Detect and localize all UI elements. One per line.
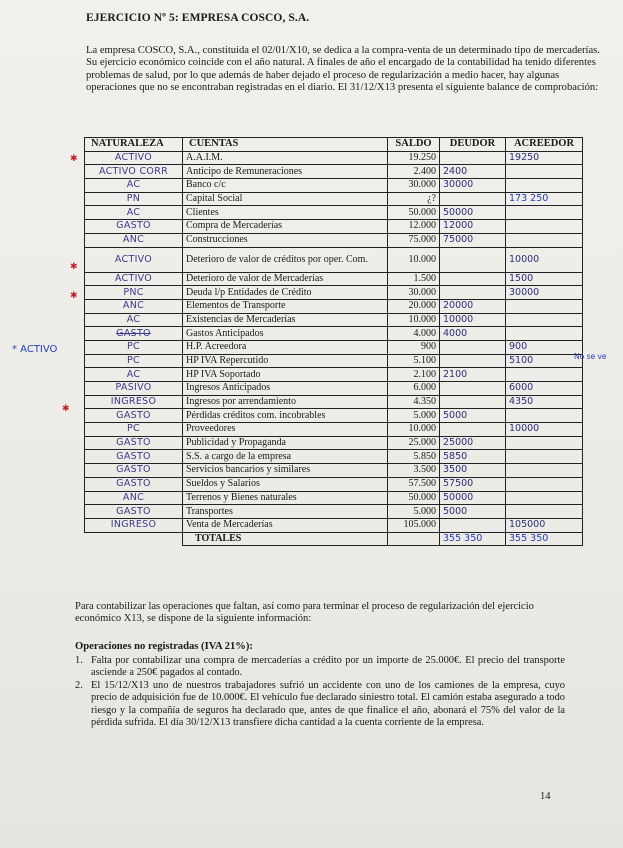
account-cell: Deterioro de valor de Mercaderías	[183, 272, 388, 286]
table-row	[85, 518, 583, 532]
acreedor-cell: 6000	[506, 382, 583, 396]
naturaleza-cell: PNC	[85, 286, 183, 300]
table-row	[85, 395, 583, 409]
deudor-cell: 57500	[440, 477, 506, 491]
acreedor-cell	[506, 436, 583, 450]
acreedor-cell	[506, 165, 583, 179]
acreedor-cell	[506, 409, 583, 423]
naturaleza-cell: GASTO	[85, 220, 183, 234]
naturaleza-cell: GASTO	[85, 450, 183, 464]
acreedor-cell: 1500	[506, 272, 583, 286]
deudor-cell	[440, 192, 506, 206]
deudor-cell: 4000	[440, 327, 506, 341]
deudor-cell	[440, 518, 506, 532]
deudor-cell: 2100	[440, 368, 506, 382]
naturaleza-cell: AC	[85, 206, 183, 220]
intro-paragraph: La empresa COSCO, S.A., constituida el 02/01/X10, se dedica a la compra-venta de un determinado tipo de mercaderías. Su ejercicio económico coincide con el año natural. A finales de año el encargado de la contabilidad ha tenido diferentes problemas de salud, por lo que además de haber dejado el proceso de regularización a medio hacer, hay algunas operaciones que no se encontraban registradas en el diario. El 31/12/X13 presenta el siguiente balance de comprobación:	[86, 45, 600, 94]
saldo-cell: 30.000	[388, 286, 440, 300]
operation-item	[75, 655, 565, 680]
naturaleza-cell: PASIVO	[85, 382, 183, 396]
saldo-cell: 5.000	[388, 505, 440, 519]
account-cell: Deuda l/p Entidades de Crédito	[183, 286, 388, 300]
table-row	[85, 382, 583, 396]
red-star-mark: ✱	[70, 262, 78, 272]
naturaleza-cell: GASTO	[85, 477, 183, 491]
account-cell: Publicidad y Propaganda	[183, 436, 388, 450]
deudor-cell	[440, 340, 506, 354]
account-cell: Anticipo de Remuneraciones	[183, 165, 388, 179]
deudor-cell	[440, 395, 506, 409]
deudor-cell: 20000	[440, 299, 506, 313]
table-row	[85, 436, 583, 450]
account-cell: Clientes	[183, 206, 388, 220]
table-row	[85, 423, 583, 437]
account-cell: Deterioro de valor de créditos por oper. Com.	[183, 247, 388, 272]
account-cell: Compra de Mercaderías	[183, 220, 388, 234]
saldo-cell: 75.000	[388, 233, 440, 247]
acreedor-cell	[506, 505, 583, 519]
account-cell: Terrenos y Bienes naturales	[183, 491, 388, 505]
table-row	[85, 368, 583, 382]
operations-title: Operaciones no registradas (IVA 21%):	[75, 641, 253, 652]
table-row	[85, 477, 583, 491]
account-cell: Elementos de Transporte	[183, 299, 388, 313]
acreedor-cell	[506, 477, 583, 491]
table-header-row	[85, 138, 583, 152]
deudor-cell: 30000	[440, 179, 506, 193]
acreedor-cell	[506, 313, 583, 327]
header-acreedor: ACREEDOR	[506, 138, 583, 152]
total-acreedor: 355 350	[506, 532, 583, 546]
saldo-cell: 5.000	[388, 409, 440, 423]
account-cell: Gastos Anticipados	[183, 327, 388, 341]
table-row	[85, 464, 583, 478]
table-row	[85, 233, 583, 247]
table-row	[85, 327, 583, 341]
table-row	[85, 192, 583, 206]
saldo-cell: 19.250	[388, 151, 440, 165]
saldo-cell: 2.400	[388, 165, 440, 179]
account-cell: Venta de Mercaderías	[183, 518, 388, 532]
table-row	[85, 340, 583, 354]
saldo-cell: 50.000	[388, 206, 440, 220]
saldo-cell: 5.850	[388, 450, 440, 464]
account-cell: A.A.I.M.	[183, 151, 388, 165]
totals-label: TOTALES	[183, 532, 388, 546]
table-row	[85, 151, 583, 165]
deudor-cell: 5000	[440, 409, 506, 423]
account-cell: HP IVA Soportado	[183, 368, 388, 382]
acreedor-cell: 5100	[506, 354, 583, 368]
header-naturaleza: NATURALEZA	[85, 138, 183, 152]
acreedor-cell	[506, 299, 583, 313]
deudor-cell: 5850	[440, 450, 506, 464]
naturaleza-cell: ANC	[85, 233, 183, 247]
account-cell: Servicios bancarios y similares	[183, 464, 388, 478]
operation-number: 2.	[75, 679, 83, 691]
saldo-cell: 50.000	[388, 491, 440, 505]
acreedor-cell	[506, 450, 583, 464]
acreedor-cell: 173 250	[506, 192, 583, 206]
deudor-cell	[440, 382, 506, 396]
saldo-cell: 3.500	[388, 464, 440, 478]
table-row	[85, 179, 583, 193]
deudor-cell	[440, 354, 506, 368]
acreedor-cell: 105000	[506, 518, 583, 532]
table-row	[85, 247, 583, 272]
saldo-cell: 2.100	[388, 368, 440, 382]
operations-list	[75, 655, 565, 729]
margin-note-activo: * ACTIVO	[12, 344, 58, 355]
naturaleza-cell: GASTO	[85, 327, 183, 341]
deudor-cell: 5000	[440, 505, 506, 519]
saldo-cell: 5.100	[388, 354, 440, 368]
instructions-paragraph: Para contabilizar las operaciones que faltan, así como para terminar el proceso de regularización del ejercicio económico X13, se dispone de la siguiente información:	[75, 601, 534, 625]
account-cell: Sueldos y Salarios	[183, 477, 388, 491]
saldo-cell: 12.000	[388, 220, 440, 234]
header-saldo: SALDO	[388, 138, 440, 152]
naturaleza-cell: PC	[85, 423, 183, 437]
page-number: 14	[540, 791, 551, 802]
account-cell: Pérdidas créditos com. incobrables	[183, 409, 388, 423]
naturaleza-cell: INGRESO	[85, 395, 183, 409]
table-row	[85, 299, 583, 313]
saldo-cell: 30.000	[388, 179, 440, 193]
naturaleza-cell: ANC	[85, 491, 183, 505]
account-cell: Ingresos por arrendamiento	[183, 395, 388, 409]
account-cell: Banco c/c	[183, 179, 388, 193]
deudor-cell: 25000	[440, 436, 506, 450]
saldo-cell: 4.000	[388, 327, 440, 341]
operation-text: El 15/12/X13 uno de nuestros trabajadores sufrió un accidente con uno de los camiones de la empresa, cuyo precio de adquisición fue de 10.000€. El vehículo fue declarado siniestro total. El camión estaba asegurado a todo riesgo y la compañía de seguros ha declarado que, antes de que finalice el año, abonará el 75% del valor de la pérdida sufrida. El día 30/12/X13 transfiere dicha cantidad a la cuenta corriente de la empresa.	[91, 679, 565, 729]
naturaleza-cell: AC	[85, 313, 183, 327]
naturaleza-cell: ACTIVO	[85, 272, 183, 286]
account-cell: Ingresos Anticipados	[183, 382, 388, 396]
deudor-cell: 12000	[440, 220, 506, 234]
naturaleza-cell: GASTO	[85, 409, 183, 423]
deudor-cell	[440, 272, 506, 286]
saldo-cell: 1.500	[388, 272, 440, 286]
acreedor-cell	[506, 220, 583, 234]
account-cell: Transportes	[183, 505, 388, 519]
operation-item	[75, 680, 565, 730]
table-row	[85, 491, 583, 505]
table-row	[85, 505, 583, 519]
deudor-cell: 3500	[440, 464, 506, 478]
deudor-cell	[440, 423, 506, 437]
acreedor-cell	[506, 464, 583, 478]
naturaleza-cell: ANC	[85, 299, 183, 313]
naturaleza-cell: ACTIVO CORR	[85, 165, 183, 179]
naturaleza-cell: GASTO	[85, 464, 183, 478]
trial-balance-table	[84, 137, 583, 546]
saldo-cell: ¿?	[388, 192, 440, 206]
account-cell: S.S. a cargo de la empresa	[183, 450, 388, 464]
deudor-cell	[440, 151, 506, 165]
naturaleza-cell: PC	[85, 340, 183, 354]
table-row	[85, 313, 583, 327]
saldo-cell: 6.000	[388, 382, 440, 396]
saldo-cell: 25.000	[388, 436, 440, 450]
acreedor-cell: 10000	[506, 247, 583, 272]
account-cell: H.P. Acreedora	[183, 340, 388, 354]
naturaleza-cell: PC	[85, 354, 183, 368]
acreedor-cell	[506, 179, 583, 193]
header-deudor: DEUDOR	[440, 138, 506, 152]
table-row	[85, 272, 583, 286]
naturaleza-cell: GASTO	[85, 505, 183, 519]
naturaleza-cell: PN	[85, 192, 183, 206]
saldo-cell: 105.000	[388, 518, 440, 532]
table-row	[85, 165, 583, 179]
deudor-cell: 50000	[440, 491, 506, 505]
naturaleza-cell: AC	[85, 368, 183, 382]
table-row	[85, 220, 583, 234]
table-row	[85, 354, 583, 368]
total-deudor: 355 350	[440, 532, 506, 546]
acreedor-cell: 10000	[506, 423, 583, 437]
acreedor-cell: 4350	[506, 395, 583, 409]
deudor-cell	[440, 247, 506, 272]
saldo-cell: 10.000	[388, 313, 440, 327]
table-row	[85, 450, 583, 464]
deudor-cell: 50000	[440, 206, 506, 220]
naturaleza-cell: AC	[85, 179, 183, 193]
deudor-cell: 10000	[440, 313, 506, 327]
table-row	[85, 286, 583, 300]
operation-number: 1.	[75, 655, 83, 666]
naturaleza-cell: GASTO	[85, 436, 183, 450]
saldo-cell: 57.500	[388, 477, 440, 491]
saldo-cell: 10.000	[388, 423, 440, 437]
saldo-cell: 10.000	[388, 247, 440, 272]
acreedor-cell: 30000	[506, 286, 583, 300]
acreedor-cell	[506, 233, 583, 247]
naturaleza-cell: ACTIVO	[85, 247, 183, 272]
operation-text: Falta por contabilizar una compra de mercaderías a crédito por un importe de 25.000€. El precio del transporte asciende a 250€ pagados al contado.	[91, 655, 565, 679]
acreedor-cell	[506, 327, 583, 341]
header-cuentas: CUENTAS	[183, 138, 388, 152]
acreedor-cell: 900	[506, 340, 583, 354]
acreedor-cell	[506, 368, 583, 382]
acreedor-cell: 19250	[506, 151, 583, 165]
account-cell: Existencias de Mercaderías	[183, 313, 388, 327]
red-star-mark: ✱	[70, 291, 78, 301]
acreedor-cell	[506, 206, 583, 220]
exercise-heading: EJERCICIO Nº 5: EMPRESA COSCO, S.A.	[86, 12, 310, 24]
deudor-cell: 75000	[440, 233, 506, 247]
naturaleza-cell: INGRESO	[85, 518, 183, 532]
acreedor-cell	[506, 491, 583, 505]
saldo-cell: 20.000	[388, 299, 440, 313]
red-star-mark: ✱	[62, 404, 70, 414]
saldo-cell: 4.350	[388, 395, 440, 409]
red-star-mark: ✱	[70, 154, 78, 164]
table-row	[85, 409, 583, 423]
saldo-cell: 900	[388, 340, 440, 354]
margin-note-right: No se ve	[574, 352, 607, 361]
naturaleza-cell: ACTIVO	[85, 151, 183, 165]
account-cell: Capital Social	[183, 192, 388, 206]
table-row	[85, 206, 583, 220]
totals-row	[85, 532, 583, 546]
account-cell: Proveedores	[183, 423, 388, 437]
account-cell: HP IVA Repercutido	[183, 354, 388, 368]
account-cell: Construcciones	[183, 233, 388, 247]
deudor-cell: 2400	[440, 165, 506, 179]
deudor-cell	[440, 286, 506, 300]
